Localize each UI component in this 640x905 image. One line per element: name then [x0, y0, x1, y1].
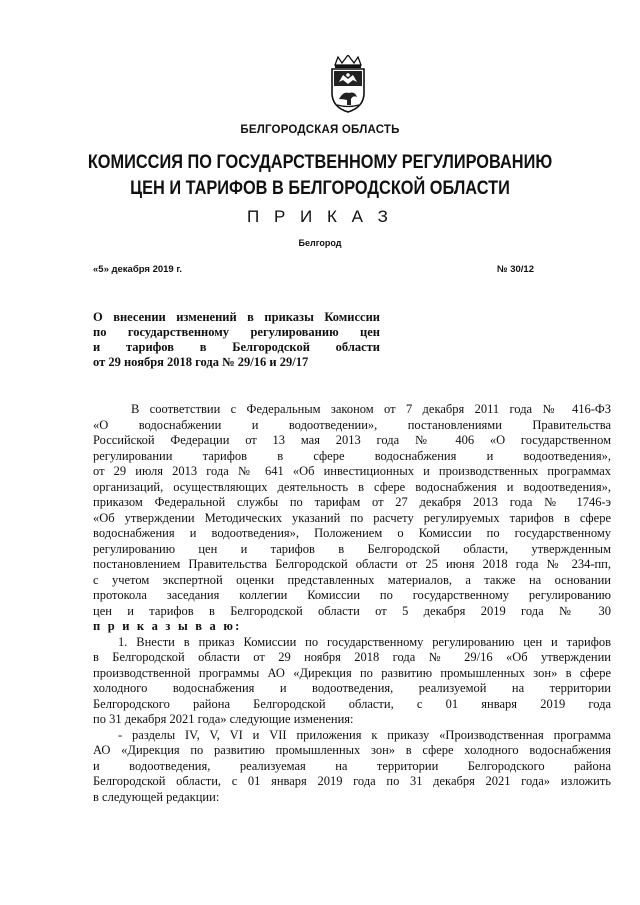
body-line: от 29 июля 2013 года № 641 «Об инвестиционных и производственных программах [93, 464, 611, 478]
body-line: В соответствии с Федеральным законом от 7 декабря 2011 года № 416-ФЗ [131, 402, 611, 416]
body-line: приказом Федеральной службы по тарифам от 27 декабря 2013 года № 1746-э [93, 495, 611, 509]
body-line: холодного водоснабжения и водоотведения, реализуемой на территории [93, 681, 611, 695]
body-line: в следующей редакции: [93, 789, 220, 804]
body-line: 1. Внести в приказ Комиссии по государственному регулированию цен и тарифов [118, 634, 611, 649]
body-line: «Об утверждении Методических указаний по расчету регулируемых тарифов в сфере [93, 510, 611, 525]
document-number: № 30/12 [496, 264, 534, 275]
body-line: по 31 декабря 2021 года» следующие изменения: [93, 712, 354, 726]
subject-line: по государственному регулированию цен [93, 325, 380, 339]
commission-title-line: КОМИССИЯ ПО ГОСУДАРСТВЕННОМУ РЕГУЛИРОВАНИЮ [87, 152, 553, 173]
document-city: Белгород [298, 238, 342, 248]
document-date: «5» декабря 2019 г. [93, 264, 182, 275]
body-line: производственной программы АО «Дирекция по развитию промышленных зон» в сфере [93, 665, 611, 680]
body-line: и водоотведения, реализуемая на территории Белгородского района [93, 758, 611, 773]
body-line: регулировании тарифов в сфере водоснабжения и водоотведения», [93, 448, 611, 463]
subject-line: от 29 ноября 2018 года № 29/16 и 29/17 [93, 355, 309, 369]
body-line: с учетом экспертной оценки представленных материалов, а также на основании [93, 572, 611, 587]
document-subject [93, 310, 380, 370]
commission-title-line: ЦЕН И ТАРИФОВ В БЕЛГОРОДСКОЙ ОБЛАСТИ [130, 178, 510, 199]
body-line: Белгородского района Белгородской области, с 01 января 2019 года [93, 696, 611, 711]
body-line: организаций, осуществляющих деятельность в сфере водоснабжения и водоотведения», [93, 479, 611, 494]
body-line: Российской Федерации от 13 мая 2013 года № 406 «О государственном [93, 433, 611, 447]
body-line: цен и тарифов в Белгородской области от 5 декабря 2019 года № 30 [93, 603, 611, 618]
coat-of-arms-icon [325, 55, 371, 113]
body-line: АО «Дирекция по развитию промышленных зон» в сфере холодного водоснабжения [93, 743, 611, 757]
body-line: регулированию цен и тарифов в Белгородской области, утвержденным [93, 541, 611, 556]
subject-line: и тарифов в Белгородской области [93, 340, 380, 354]
body-line: «О водоснабжении и водоотведении», постановлениями Правительства [93, 417, 611, 432]
body-line: Белгородской области, с 01 января 2019 года по 31 декабря 2021 года» изложить [93, 774, 611, 788]
commission-title [45, 150, 595, 202]
body-line: протокола заседания коллегии Комиссии по государственному регулированию [93, 588, 611, 602]
body-line: - разделы IV, V, VI и VII приложения к приказу «Производственная программа [118, 727, 611, 742]
body-line: водоснабжения и водоотведения», Положением о Комиссии по государственному [93, 526, 611, 540]
order-keyword: п р и к а з ы в а ю: [93, 619, 242, 633]
document-type: П Р И К А З [247, 207, 393, 226]
document-body [93, 402, 611, 805]
subject-line: О внесении изменений в приказы Комиссии [93, 310, 380, 324]
region-title: БЕЛГОРОДСКАЯ ОБЛАСТЬ [240, 124, 400, 136]
body-line: в Белгородской области от 29 ноября 2018 года № 29/16 «Об утверждении [93, 650, 611, 664]
body-line: постановлением Правительства Белгородской области от 25 июня 2018 года № 234-пп, [93, 557, 611, 571]
